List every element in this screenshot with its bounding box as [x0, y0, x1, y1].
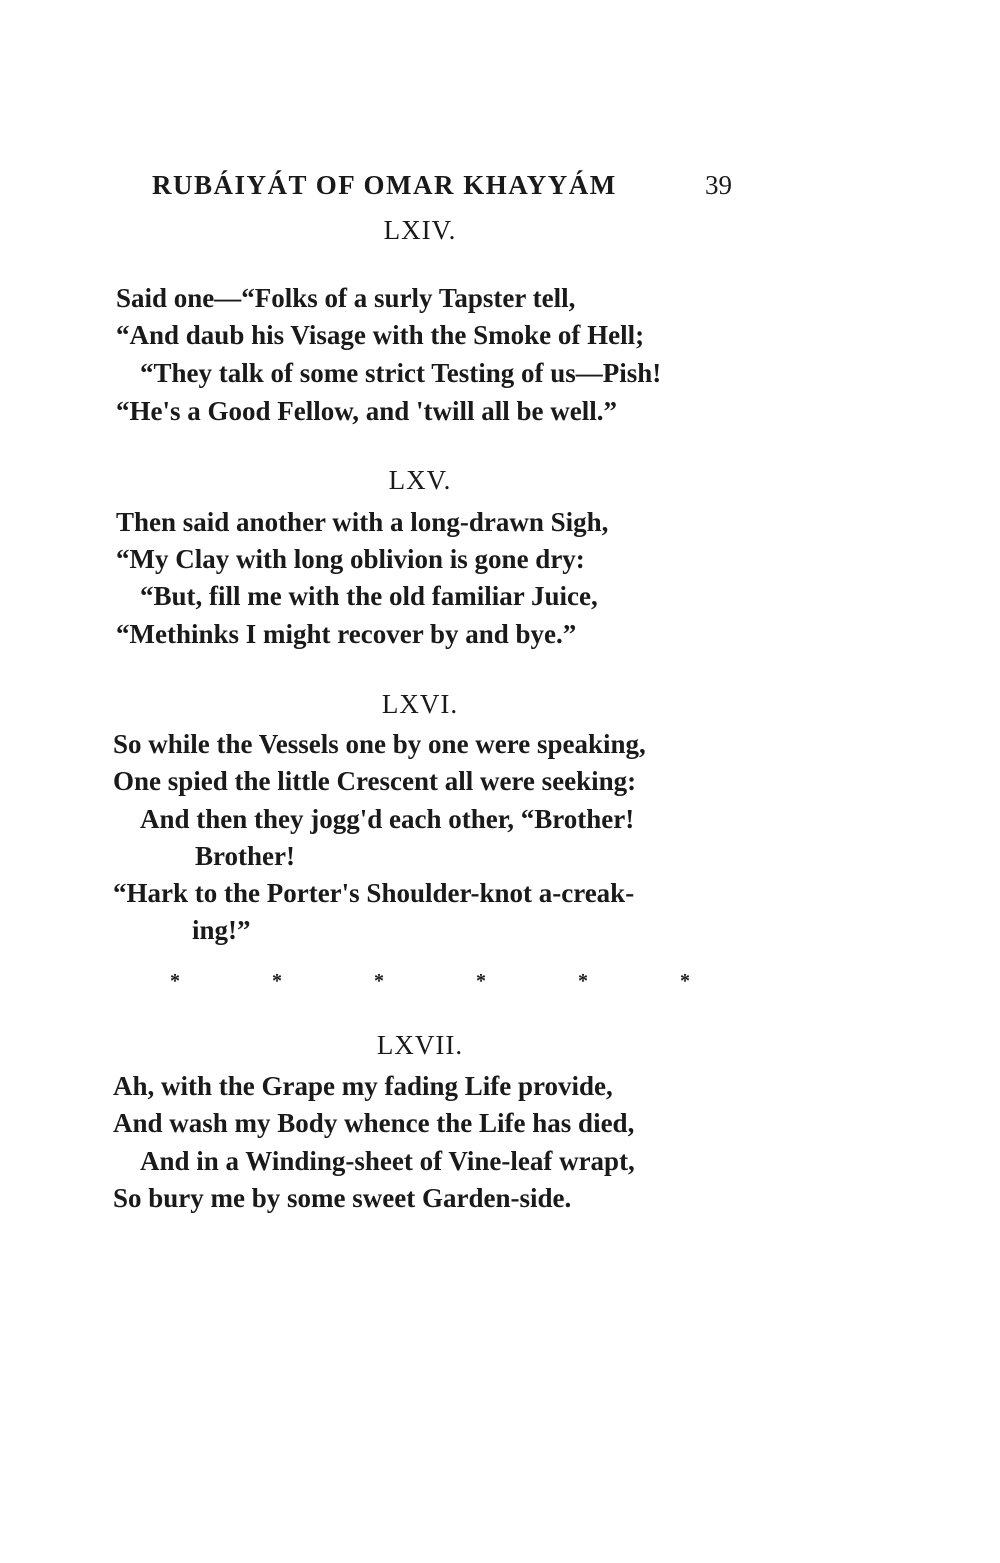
verse-line: ing!” — [192, 915, 251, 945]
verse-line: And then they jogg'd each other, “Brother! — [140, 804, 635, 834]
verse-line: “My Clay with long oblivion is gone dry: — [116, 544, 585, 574]
verse-line: And in a Winding-sheet of Vine-leaf wrapt, — [140, 1146, 635, 1176]
section-separator — [170, 970, 690, 993]
verse-line: “Hark to the Porter's Shoulder-knot a-creak- — [113, 878, 635, 908]
verse-line: So while the Vessels one by one were speaking, — [113, 729, 646, 759]
verse-line: “They talk of some strict Testing of us—Pish! — [140, 358, 662, 388]
separator-star: * — [680, 970, 690, 992]
verse-line: Ah, with the Grape my fading Life provide, — [113, 1071, 613, 1101]
verse-line: “He's a Good Fellow, and 'twill all be well.” — [116, 396, 618, 426]
separator-star: * — [476, 970, 486, 992]
verse-line: Then said another with a long-drawn Sigh, — [116, 507, 609, 537]
stanza-numeral: LXVI. — [381, 689, 459, 719]
verse-line: So bury me by some sweet Garden-side. — [113, 1183, 572, 1213]
page-number: 39 — [705, 170, 732, 200]
separator-star: * — [272, 970, 282, 992]
verse-line: One spied the little Crescent all were seeking: — [113, 766, 637, 796]
stanza-numeral: LXV. — [388, 465, 452, 495]
stanza-numeral: LXIV. — [383, 215, 457, 245]
separator-star: * — [578, 970, 588, 992]
header-title: RUBÁIYÁT OF OMAR KHAYYÁM — [152, 170, 617, 200]
verse-line: “Methinks I might recover by and bye.” — [116, 619, 577, 649]
verse-line: “And daub his Visage with the Smoke of Hell; — [116, 320, 645, 350]
verse-line: “But, fill me with the old familiar Juice, — [140, 581, 598, 611]
verse-line: And wash my Body whence the Life has died, — [113, 1108, 635, 1138]
verse-line: Said one—“Folks of a surly Tapster tell, — [116, 283, 576, 313]
separator-star: * — [170, 970, 180, 992]
verse-line: Brother! — [195, 841, 295, 871]
stanza-numeral: LXVII. — [376, 1030, 464, 1060]
separator-star: * — [374, 970, 384, 992]
